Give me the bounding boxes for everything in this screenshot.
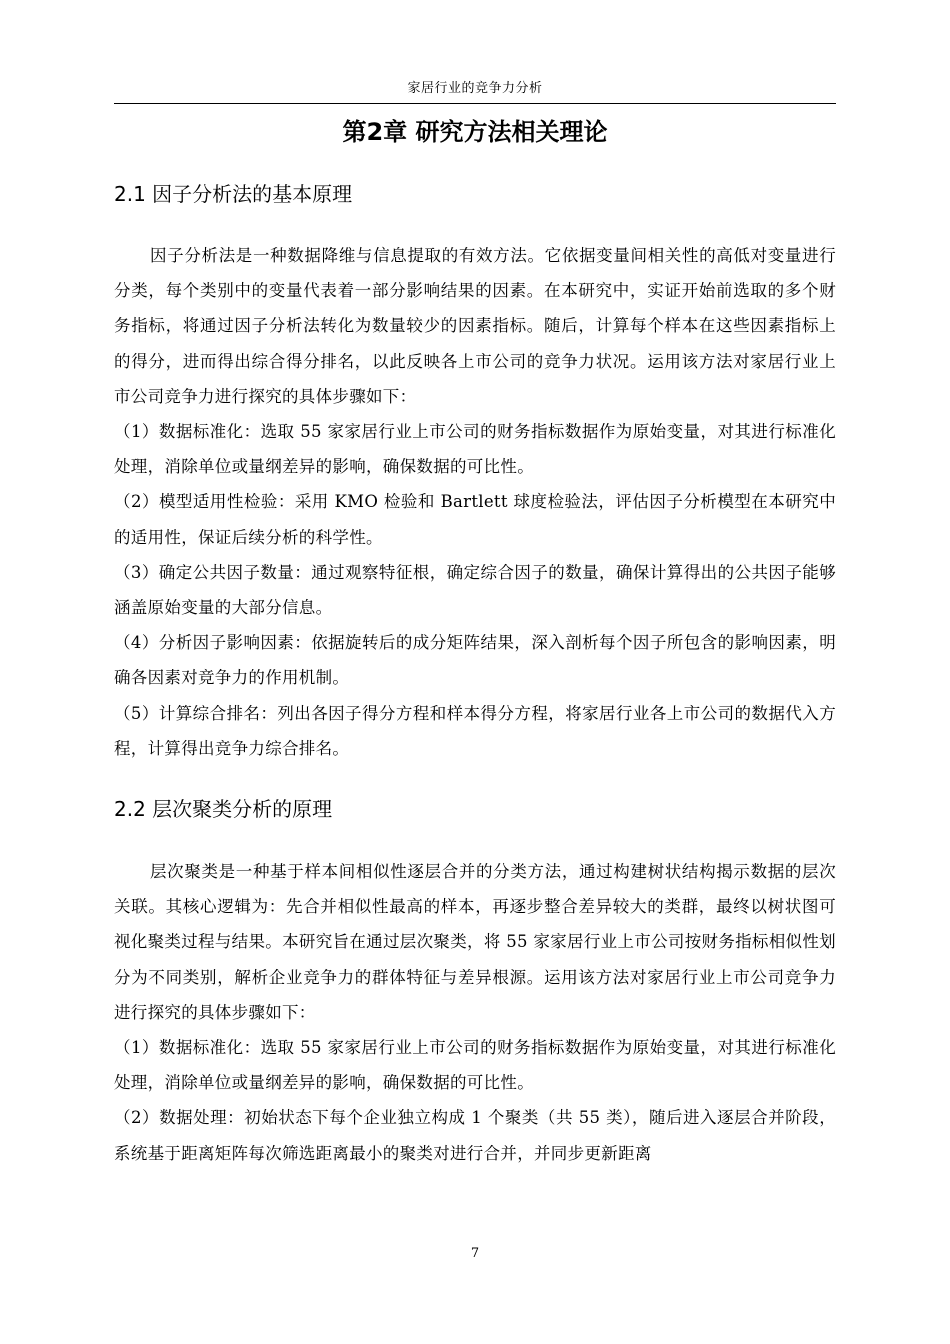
section-2-2-body (114, 854, 836, 1171)
header-divider (114, 103, 836, 104)
chapter-title: 第2章 研究方法相关理论 (342, 118, 608, 146)
section-2-1-step-3: （3）确定公共因子数量：通过观察特征根，确定综合因子的数量，确保计算得出的公共因子能够涵盖原始变量的大部分信息。 (114, 562, 836, 618)
section-2-1-step-5: （5）计算综合排名：列出各因子得分方程和样本得分方程，将家居行业各上市公司的数据代入方程，计算得出竞争力综合排名。 (114, 703, 836, 758)
section-2-1-step-2: （2）模型适用性检验：采用 KMO 检验和 Bartlett 球度检验法，评估因子分析模型在本研究中的适用性，保证后续分析的科学性。 (114, 492, 836, 547)
section-2-2-intro-paragraph: 层次聚类是一种基于样本间相似性逐层合并的分类方法，通过构建树状结构揭示数据的层次关联。其核心逻辑为：先合并相似性最高的样本，再逐步整合差异较大的类群，最终以树状图可视化聚类过程与结果。本研究旨在通过层次聚类，将 55 家家居行业上市公司按财务指标相似性划分为不同类别，解析企业竞争力的群体特征与差异根源。运用该方法对家居行业上市公司竞争力进行探究的具体步骤如下： (114, 862, 836, 1022)
section-2-1-intro-paragraph: 因子分析法是一种数据降维与信息提取的有效方法。它依据变量间相关性的高低对变量进行分类，每个类别中的变量代表着一部分影响结果的因素。在本研究中，实证开始前选取的多个财务指标，将通过因子分析法转化为数量较少的因素指标。随后，计算每个样本在这些因素指标上的得分，进而得出综合得分排名，以此反映各上市公司的竞争力状况。运用该方法对家居行业上市公司竞争力进行探究的具体步骤如下： (114, 246, 836, 406)
section-heading-2-1: 2.1 因子分析法的基本原理 (114, 182, 353, 206)
running-header: 家居行业的竞争力分析 (407, 81, 543, 96)
section-2-2-step-2: （2）数据处理：初始状态下每个企业独立构成 1 个聚类（共 55 类），随后进入逐层合并阶段，系统基于距离矩阵每次筛选距离最小的聚类对进行合并，并同步更新距离 (114, 1108, 836, 1163)
section-2-1-step-1: （1）数据标准化：选取 55 家家居行业上市公司的财务指标数据作为原始变量，对其进行标准化处理，消除单位或量纲差异的影响，确保数据的可比性。 (114, 422, 836, 477)
section-2-1-body (114, 238, 836, 766)
section-2-1-step-4: （4）分析因子影响因素：依据旋转后的成分矩阵结果，深入剖析每个因子所包含的影响因素，明确各因素对竞争力的作用机制。 (114, 633, 836, 688)
section-heading-2-2: 2.2 层次聚类分析的原理 (114, 797, 333, 821)
section-2-2-step-1: （1）数据标准化：选取 55 家家居行业上市公司的财务指标数据作为原始变量，对其进行标准化处理，消除单位或量纲差异的影响，确保数据的可比性。 (114, 1038, 836, 1093)
page-number: 7 (470, 1246, 480, 1261)
